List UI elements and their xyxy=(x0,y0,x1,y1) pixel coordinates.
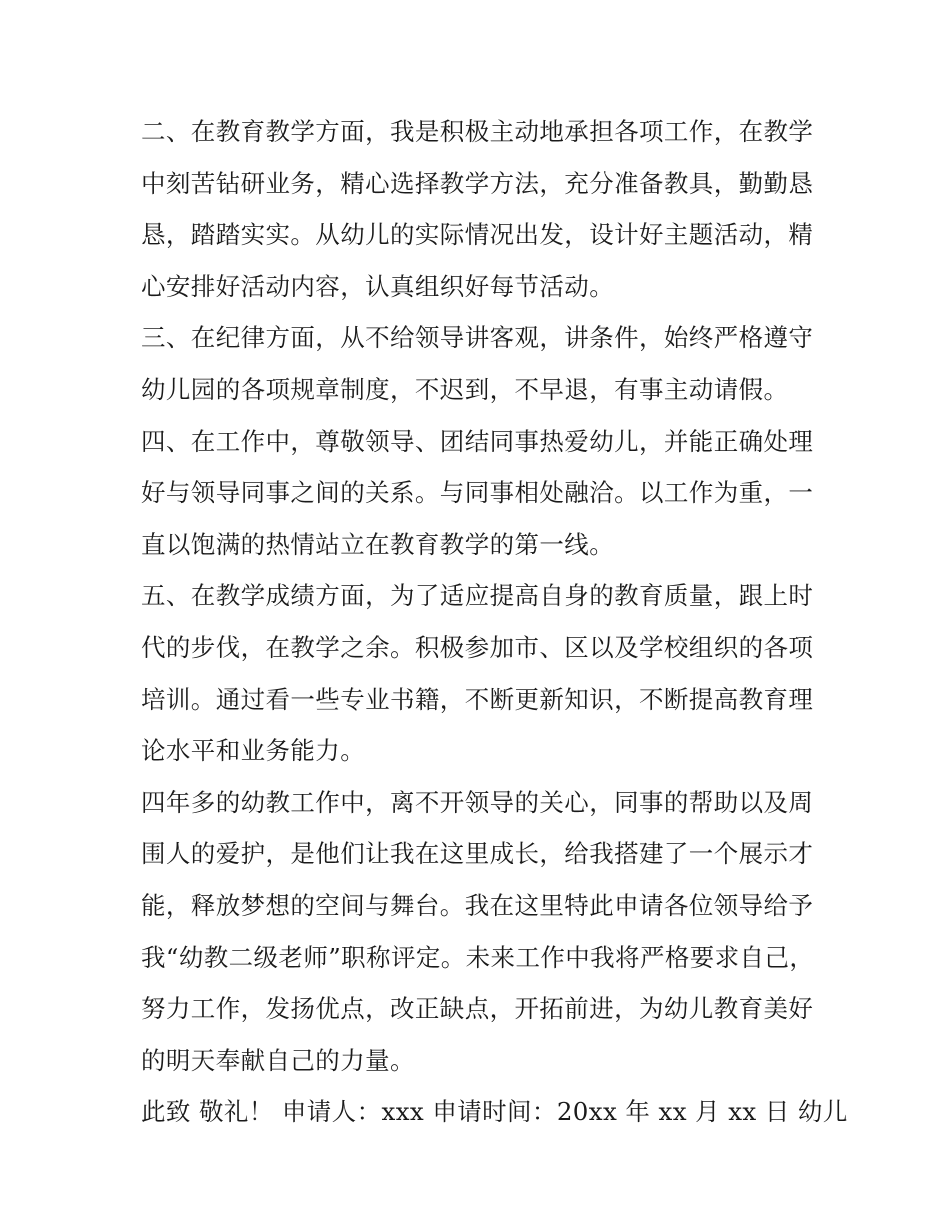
paragraph-discipline xyxy=(141,312,813,415)
text-line: 恳，踏踏实实。从幼儿的实际情况出发，设计好主题活动，精 xyxy=(141,220,814,250)
text-line: 四年多的幼教工作中，离不开领导的关心，同事的帮助以及周 xyxy=(141,787,814,817)
text-line: 直以饱满的热情站立在教育教学的第一线。 xyxy=(141,529,615,559)
text-line: 能，释放梦想的空间与舞台。我在这里特此申请各位领导给予 xyxy=(141,890,814,920)
text-line: 的明天奉献自己的力量。 xyxy=(141,1045,415,1075)
text-line: 幼儿园的各项规章制度，不迟到，不早退，有事主动请假。 xyxy=(141,374,789,404)
paragraph-results xyxy=(141,570,813,776)
text-line: 围人的爱护，是他们让我在这里成长，给我搭建了一个展示才 xyxy=(141,839,814,869)
text-line: 好与领导同事之间的关系。与同事相处融洽。以工作为重，一 xyxy=(141,478,814,508)
paragraph-teaching xyxy=(141,106,813,312)
paragraph-closing xyxy=(141,777,813,1087)
text-line: 努力工作，发扬优点，改正缺点，开拓前进，为幼儿教育美好 xyxy=(141,994,814,1024)
signature-block xyxy=(141,1086,848,1138)
text-line: 四、在工作中，尊敬领导、团结同事热爱幼儿，并能正确处理 xyxy=(141,426,814,456)
text-line: 三、在纪律方面，从不给领导讲客观，讲条件，始终严格遵守 xyxy=(141,323,814,353)
document-body xyxy=(141,106,848,1138)
paragraph-work xyxy=(141,416,813,571)
text-line: 五、在教学成绩方面，为了适应提高自身的教育质量，跟上时 xyxy=(141,581,814,611)
text-line: 中刻苦钻研业务，精心选择教学方法，充分准备教具，勤勤恳 xyxy=(141,168,814,198)
text-line: 二、在教育教学方面，我是积极主动地承担各项工作，在教学 xyxy=(141,117,814,146)
text-line: 我“幼教二级老师”职称评定。未来工作中我将严格要求自己， xyxy=(141,942,815,972)
text-line: 培训。通过看一些专业书籍，不断更新知识，不断提高教育理 xyxy=(141,684,814,714)
text-line: 代的步伐，在教学之余。积极参加市、区以及学校组织的各项 xyxy=(141,632,814,662)
text-line: 心安排好活动内容，认真组织好每节活动。 xyxy=(141,271,615,301)
signature-line: 此致 敬礼！ 申请人：xxx 申请时间：20xx 年 xx 月 xx 日 幼儿 xyxy=(141,1097,848,1127)
text-line: 论水平和业务能力。 xyxy=(141,736,366,766)
